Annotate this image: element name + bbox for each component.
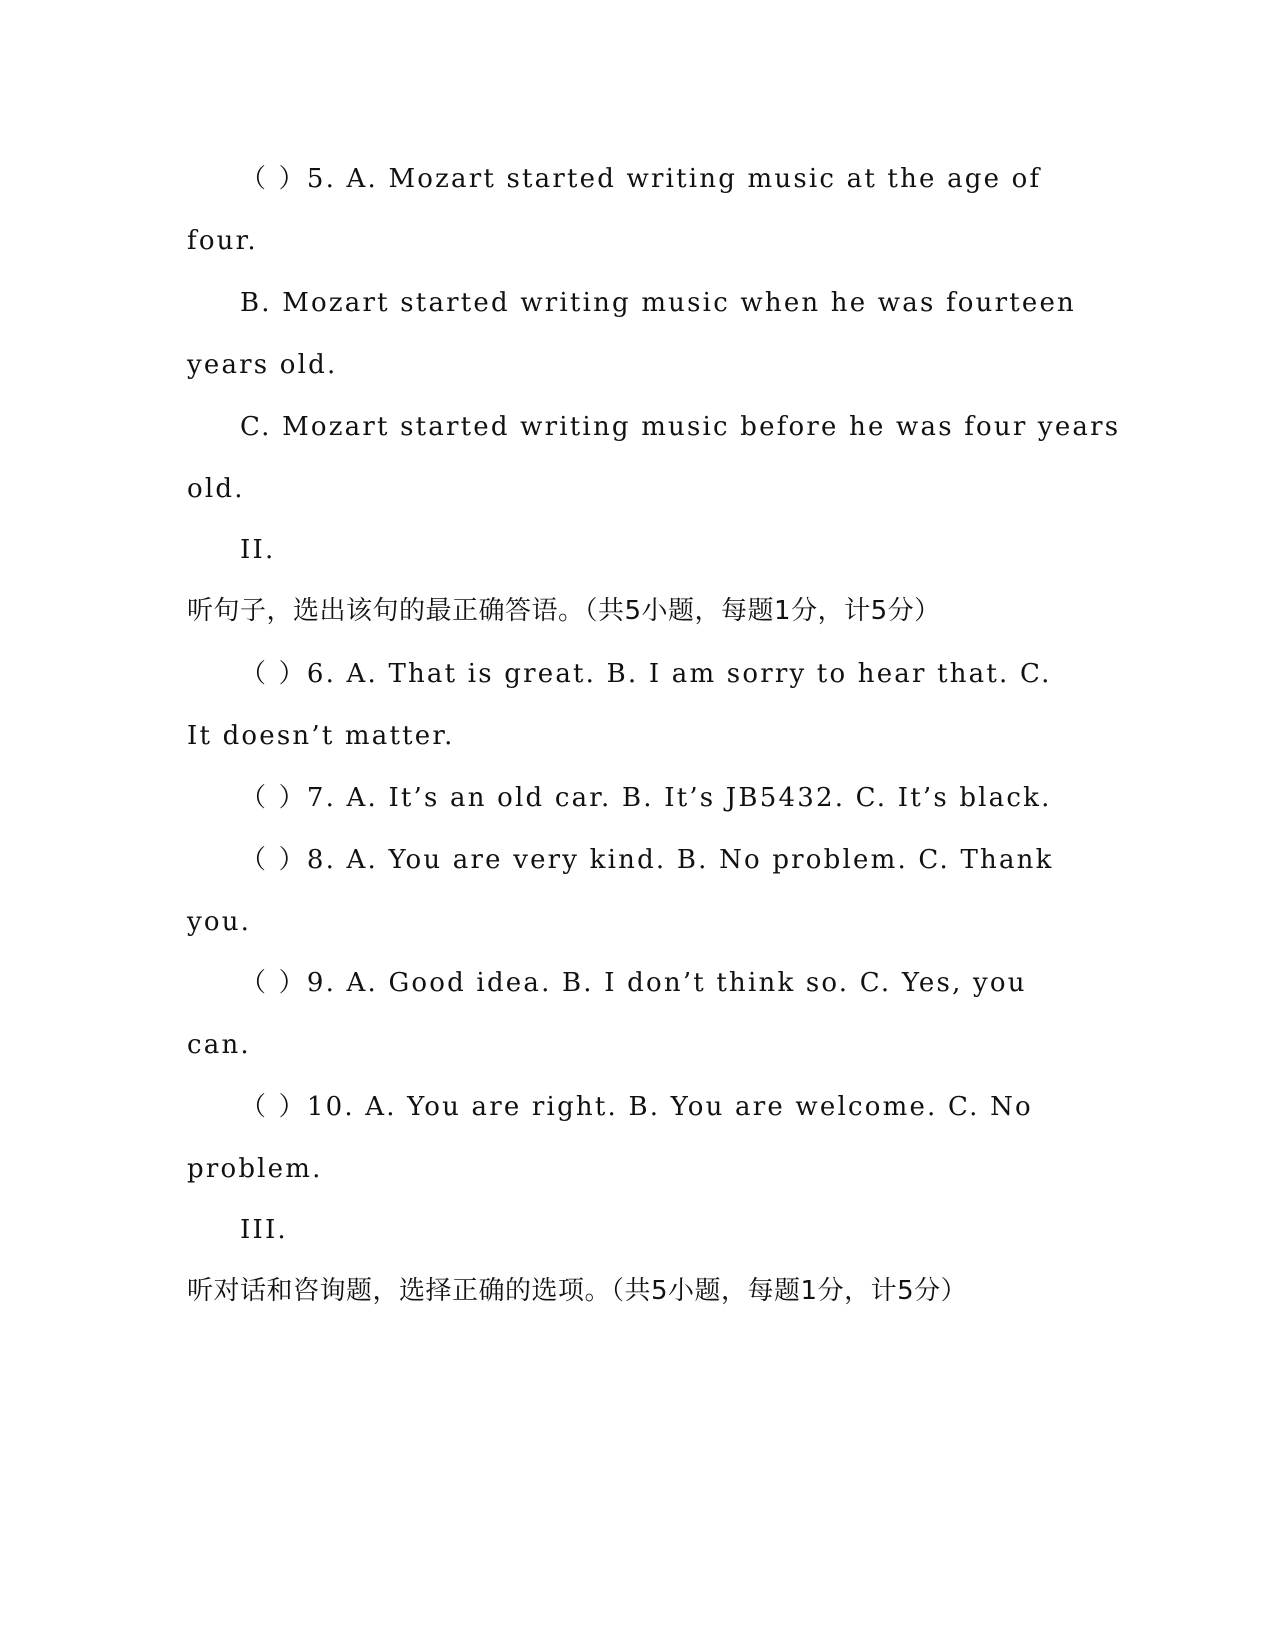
question-7: （ ）7. A. It’s an old car. B. It’s JB5432. C. It’s black.: [240, 783, 1052, 813]
question-5-option-c: C. Mozart started writing music before he was four years: [240, 412, 1121, 442]
section-2-heading: II.: [240, 535, 276, 565]
question-10: （ ）10. A. You are right. B. You are welcome. C. No: [240, 1092, 1033, 1122]
question-5-option-b: B. Mozart started writing music when he was fourteen: [240, 288, 1076, 318]
question-9-continued: can.: [187, 1030, 251, 1060]
question-5-option-c-continued: old.: [187, 474, 245, 504]
section-3-instructions: 听对话和咨询题，选择正确的选项。（共5小题，每题1分，计5分）: [187, 1276, 968, 1306]
question-5-option-a-continued: four.: [187, 226, 258, 256]
section-2-instructions: 听句子，选出该句的最正确答语。（共5小题，每题1分，计5分）: [187, 596, 941, 626]
question-9: （ ）9. A. Good idea. B. I don’t think so. C. Yes, you: [240, 968, 1027, 998]
question-8-continued: you.: [187, 907, 252, 937]
question-5-option-a: （ ）5. A. Mozart started writing music at the age of: [240, 164, 1042, 194]
question-10-continued: problem.: [187, 1154, 323, 1184]
section-3-heading: III.: [240, 1215, 288, 1245]
question-5-option-b-continued: years old.: [187, 350, 338, 380]
question-6: （ ）6. A. That is great. B. I am sorry to hear that. C.: [240, 659, 1052, 689]
question-8: （ ）8. A. You are very kind. B. No problem. C. Thank: [240, 845, 1054, 875]
question-6-continued: It doesn’t matter.: [187, 721, 455, 751]
